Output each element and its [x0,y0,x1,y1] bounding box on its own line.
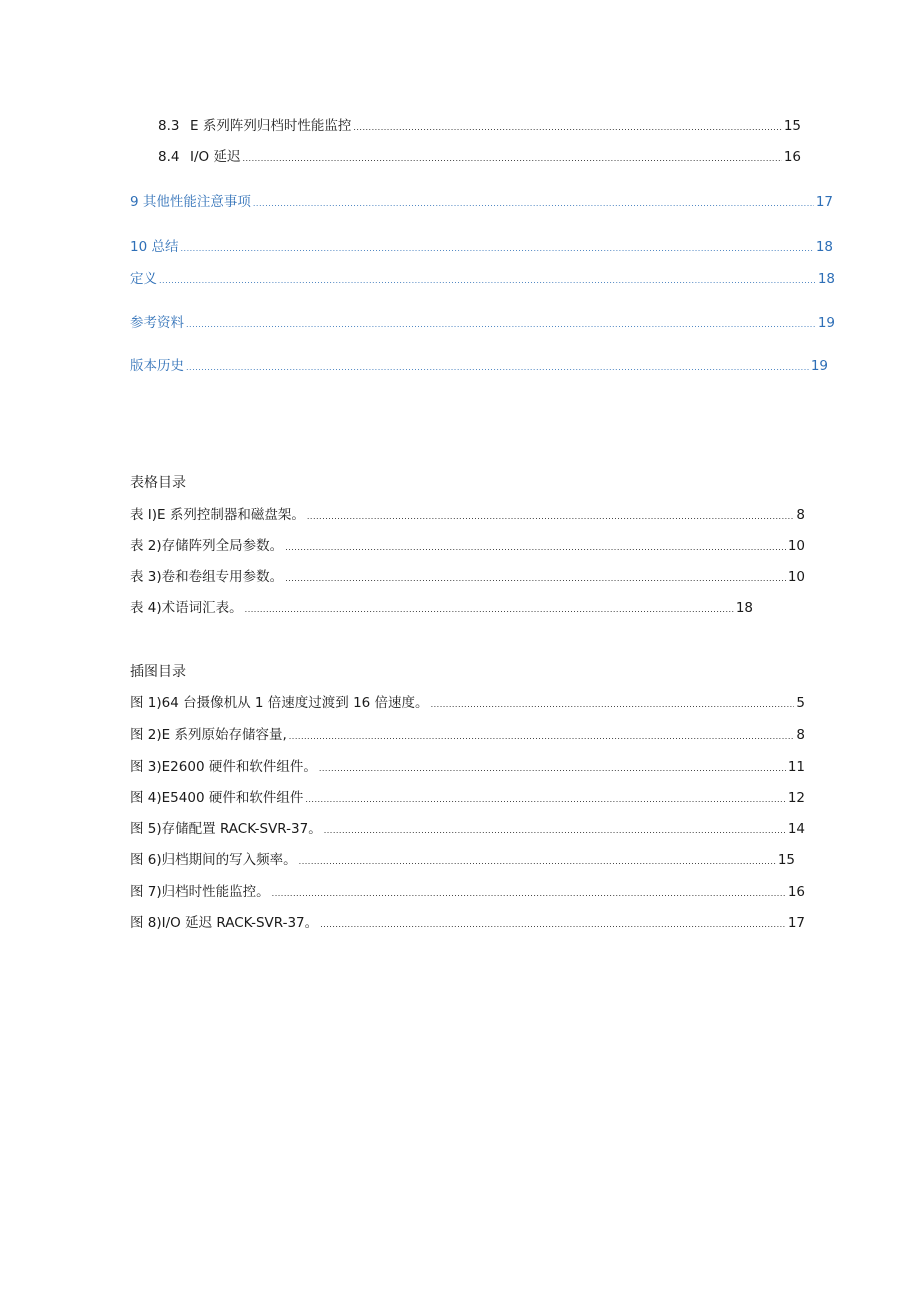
dot-leader [299,853,776,871]
list-item-label: 表 4)术语词汇表。 [130,600,243,616]
dot-leader [320,916,786,934]
toc-link-section-10[interactable] [130,238,833,258]
table-list-item[interactable] [130,506,805,526]
figure-list-item[interactable] [130,726,805,746]
list-item-page: 17 [787,915,805,931]
dot-leader [180,240,813,258]
toc-entry-8-3[interactable] [158,117,801,137]
dot-leader [324,822,786,840]
toc-entry-page: 19 [817,315,835,331]
dot-leader [431,696,795,714]
figure-list-item[interactable] [130,789,805,809]
dot-leader [285,539,786,557]
list-item-page: 14 [787,821,805,837]
toc-entry-label: 参考资料 [130,315,184,331]
list-item-label: 表 3)卷和卷组专用参数。 [130,569,284,585]
list-item-label: 表 I)E 系列控制器和磁盘架。 [130,507,305,523]
toc-entry-page: 17 [815,194,833,210]
toc-link-definitions[interactable] [130,270,835,290]
dot-leader [305,791,785,809]
dot-leader [307,508,795,526]
figure-list-item[interactable] [130,820,805,840]
table-list-item[interactable] [130,568,805,588]
toc-entry-label: 定义 [130,271,157,287]
list-item-label: 图 4)E5400 硬件和软件组件 [130,790,304,806]
dot-leader [272,885,786,903]
toc-entry-label: 9 其他性能注意事项 [130,194,251,210]
toc-entry-number: 8.3 [158,118,180,134]
list-item-page: 16 [787,884,805,900]
dot-leader [245,601,734,619]
list-item-label: 图 6)归档期间的写入频率。 [130,852,297,868]
list-item-page: 5 [796,695,805,711]
dot-leader [319,760,786,778]
table-list-item[interactable] [130,537,805,557]
toc-link-version-history[interactable] [130,357,828,377]
toc-entry-page: 18 [817,271,835,287]
toc-entry-page: 19 [810,358,828,374]
toc-entry-label: 版本历史 [130,358,184,374]
toc-entry-8-4[interactable] [158,148,801,168]
toc-link-section-9[interactable] [130,193,833,213]
dot-leader [289,728,795,746]
list-item-label: 表 2)存储阵列全局参数。 [130,538,284,554]
toc-entry-page: 18 [815,239,833,255]
list-item-label: 图 8)I/O 延迟 RACK-SVR-37。 [130,915,319,931]
list-item-label: 图 7)归档时性能监控。 [130,884,270,900]
list-item-label: 图 2)E 系列原始存储容量, [130,727,287,743]
dot-leader [186,359,809,377]
list-item-label: 图 3)E2600 硬件和软件组件。 [130,759,317,775]
table-list-item[interactable] [130,599,753,619]
dot-leader [353,119,781,137]
figure-list-item[interactable] [130,758,805,778]
list-item-page: 10 [787,569,805,585]
dot-leader [186,316,816,334]
list-item-page: 15 [777,852,795,868]
list-item-page: 18 [735,600,753,616]
figure-list-item[interactable] [130,851,795,871]
figure-list-item[interactable] [130,694,805,714]
toc-entry-label: 10 总结 [130,239,179,255]
toc-entry-page: 16 [783,149,801,165]
dot-leader [285,570,786,588]
list-item-page: 8 [796,727,805,743]
figures-list-heading: 插图目录 [130,664,186,680]
toc-entry-label: E 系列阵列归档时性能监控 [190,118,352,134]
toc-entry-page: 15 [783,118,801,134]
toc-entry-number: 8.4 [158,149,180,165]
figure-list-item[interactable] [130,914,805,934]
list-item-label: 图 1)64 台摄像机从 1 倍速度过渡到 16 倍速度。 [130,695,429,711]
dot-leader [253,195,814,213]
list-item-page: 11 [787,759,805,775]
list-item-page: 8 [796,507,805,523]
list-item-page: 12 [787,790,805,806]
dot-leader [159,272,816,290]
tables-list-heading: 表格目录 [130,475,186,491]
list-item-page: 10 [787,538,805,554]
dot-leader [242,150,781,168]
toc-entry-label: I/O 延迟 [190,149,241,165]
figure-list-item[interactable] [130,883,805,903]
toc-link-references[interactable] [130,314,835,334]
list-item-label: 图 5)存储配置 RACK-SVR-37。 [130,821,322,837]
